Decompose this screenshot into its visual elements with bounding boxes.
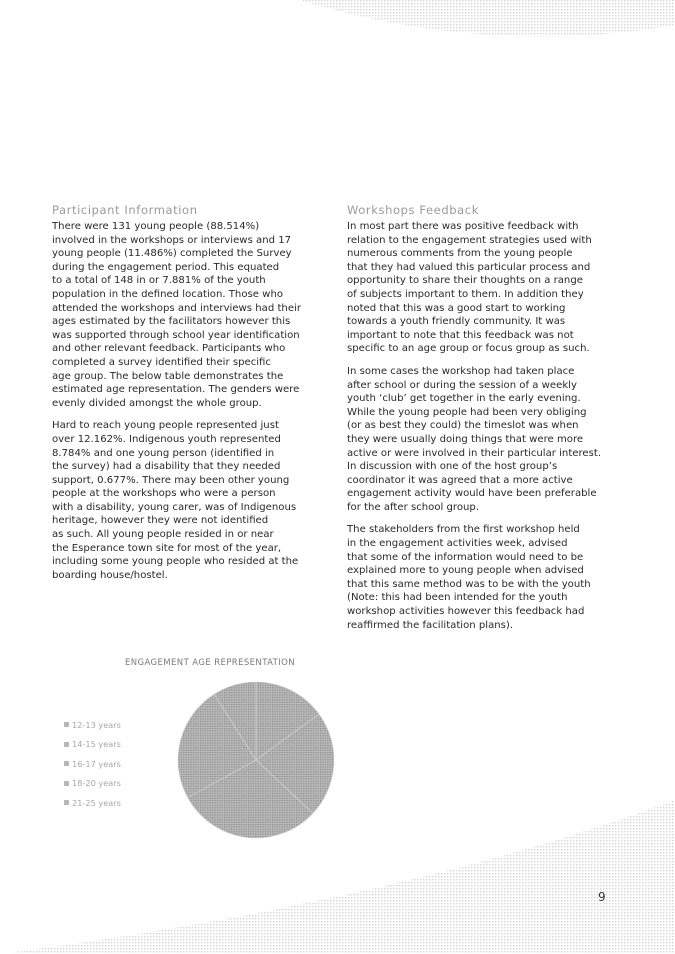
legend-label: 21-25 years	[72, 797, 121, 808]
participant-paragraph-1: There were 131 young people (88.514%) involved in the workshops or interviews and 17 young people (11.486%) completed the Survey during the engagement period. This equated to a total of 148 in or 7.881% of the youth population in the defined location. Those who attended the workshops and interviews had their ages estimated by the facilitators however this was supported through school year identification and other relevant feedback. Participants who completed a survey identified their specific age group. The below table demonstrates the estimated age representation. The genders were evenly divided amongst the whole group.	[52, 221, 301, 409]
legend-item	[64, 754, 121, 774]
legend-item	[64, 735, 121, 755]
page-number: 9	[598, 890, 606, 904]
participant-paragraph-2: Hard to reach young people represented just over 12.162%. Indigenous youth represented 8.784% and one young person (identified in the survey) had a disability that they needed support, 0.677%. There may been other young people at the workshops who were a person with a disability, young carer, was of Indigenous heritage, however they were not identified as such. All young people resided in or near the Esperance town site for most of the year, including some young people who resided at the boarding house/hostel.	[52, 420, 299, 581]
feedback-paragraph-3: The stakeholders from the first workshop held in the engagement activities week, advised that some of the information would need to be explained more to young people when advised that this same method was to be with the youth (Note: this had been intended for the youth workshop activities however this feedback had reaffirmed the facilitation plans).	[347, 524, 591, 631]
legend-item	[64, 793, 121, 813]
feedback-paragraph-2: In some cases the workshop had taken place after school or during the session of a weekly youth ‘club’ get together in the early evening. While the young people had been very obliging (or as best they could) the timeslot was when they were usually doing things that were more active or were involved in their particular interest. In discussion with one of the host group’s coordinator it was agreed that a more active engagement activity would have been preferable for the after school group.	[347, 365, 602, 513]
participant-information-heading: Participant Information	[52, 203, 198, 217]
legend-item	[64, 715, 121, 735]
participant-information-section	[52, 203, 352, 591]
chart-legend	[64, 715, 121, 813]
legend-swatch	[64, 742, 69, 747]
age-pie-chart	[176, 680, 336, 840]
legend-label: 16-17 years	[72, 758, 121, 769]
legend-label: 12-13 years	[72, 719, 121, 730]
feedback-paragraph-1: In most part there was positive feedback with relation to the engagement strategies used with numerous comments from the young people that they had valued this particular process and opportunity to share their thoughts on a range of subjects important to them. In addition they noted that this was a good start to working towards a youth friendly community. It was important to note that this feedback was not specific to an age group or focus group as such.	[347, 221, 592, 355]
legend-swatch	[64, 722, 69, 727]
workshops-feedback-section	[347, 203, 647, 641]
workshops-feedback-heading: Workshops Feedback	[347, 203, 479, 217]
legend-swatch	[64, 761, 69, 766]
legend-item	[64, 774, 121, 794]
legend-swatch	[64, 781, 69, 786]
legend-label: 14-15 years	[72, 739, 121, 750]
legend-label: 18-20 years	[72, 778, 121, 789]
chart-title: ENGAGEMENT AGE REPRESENTATION	[124, 658, 296, 668]
legend-swatch	[64, 800, 69, 805]
